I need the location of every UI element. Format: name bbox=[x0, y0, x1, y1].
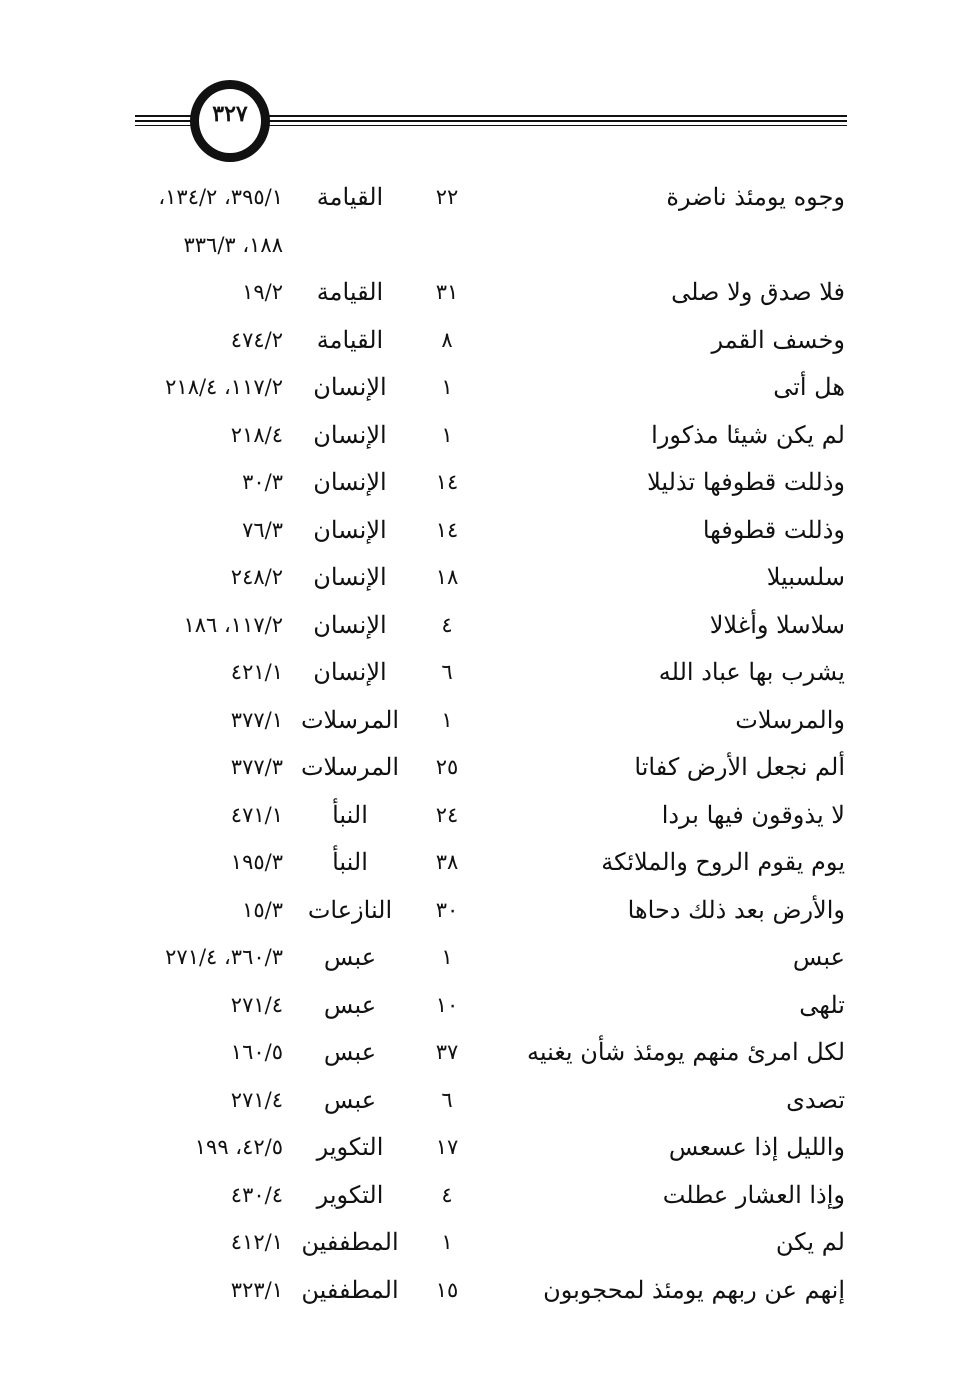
surah-name: المطففين bbox=[301, 1275, 399, 1304]
table-row bbox=[0, 413, 955, 461]
page-references: ٤٧٤/٢ bbox=[230, 327, 283, 352]
page-references: ٢٧١/٤ bbox=[230, 992, 283, 1017]
verse-phrase: لكل امرئ منهم يومئذ شأن يغنيه bbox=[527, 1038, 845, 1066]
surah-name: التكوير bbox=[316, 1133, 384, 1161]
verse-phrase: وذللت قطوفها تذليلا bbox=[647, 468, 845, 496]
table-row bbox=[0, 840, 955, 888]
table-row bbox=[0, 888, 955, 936]
table-row bbox=[0, 508, 955, 556]
page-references: ٣٧٧/٣ bbox=[230, 755, 283, 779]
table-row bbox=[0, 1173, 955, 1221]
surah-name: المرسلات bbox=[300, 753, 400, 781]
table-row bbox=[0, 1030, 955, 1078]
page-references: ٤١٢/١ bbox=[230, 1230, 283, 1254]
surah-name: المرسلات bbox=[300, 705, 400, 734]
surah-name: الإنسان bbox=[313, 658, 387, 686]
surah-name: الإنسان bbox=[313, 563, 387, 591]
page-references: ٤٢١/١ bbox=[230, 660, 283, 684]
table-row bbox=[0, 698, 955, 746]
surah-name: القيامة bbox=[316, 325, 384, 354]
table-row bbox=[0, 1268, 955, 1316]
table-row bbox=[0, 365, 955, 413]
page-number: ٣٢٧ bbox=[212, 101, 248, 127]
surah-name: عبس bbox=[323, 943, 377, 971]
ayah-number: ٣٧ bbox=[435, 1040, 459, 1064]
surah-name: القيامة bbox=[316, 278, 384, 306]
verse-phrase: هل أتى bbox=[773, 373, 845, 401]
ayah-number: ٣٠ bbox=[435, 897, 459, 922]
table-row bbox=[0, 650, 955, 698]
verse-phrase: تصدى bbox=[786, 1085, 845, 1114]
table-row bbox=[0, 983, 955, 1031]
verse-phrase: وجوه يومئذ ناضرة bbox=[666, 183, 845, 211]
verse-phrase: والليل إذا عسعس bbox=[668, 1133, 845, 1161]
verse-phrase: وذللت قطوفها bbox=[702, 515, 845, 544]
verse-phrase: لم يكن bbox=[775, 1228, 845, 1256]
page-header bbox=[135, 76, 847, 176]
surah-name: النازعات bbox=[307, 895, 393, 924]
ayah-number: ٣٨ bbox=[435, 850, 459, 874]
surah-name: عبس bbox=[323, 1038, 377, 1066]
ayah-number: ١٤ bbox=[435, 517, 459, 542]
page-references: ٢٤٨/٢ bbox=[230, 565, 283, 589]
ayah-number: ٢٢ bbox=[435, 185, 459, 209]
table-row bbox=[0, 793, 955, 841]
verse-phrase: يوم يقوم الروح والملائكة bbox=[601, 848, 845, 876]
page-references: ٣٦٠/٣، ٢٧١/٤ bbox=[165, 945, 283, 969]
ayah-number: ١ bbox=[441, 422, 453, 447]
table-row bbox=[0, 1220, 955, 1268]
table-row bbox=[0, 935, 955, 983]
ayah-number: ١٨ bbox=[435, 565, 459, 589]
page-references: ٤٧١/١ bbox=[230, 802, 283, 827]
page-number-badge bbox=[190, 80, 270, 162]
ayah-number: ٢٤ bbox=[435, 802, 459, 827]
ayah-number: ٤ bbox=[441, 1182, 453, 1207]
ayah-number: ١ bbox=[441, 707, 453, 732]
surah-name: الإنسان bbox=[313, 468, 387, 496]
page-references: ١٦٠/٥ bbox=[230, 1040, 283, 1064]
page-references: ١١٧/٢، ١٨٦ bbox=[183, 612, 283, 637]
surah-name: التكوير bbox=[316, 1180, 384, 1209]
ayah-number: ٣١ bbox=[435, 280, 459, 304]
page-references: ٧٦/٣ bbox=[242, 517, 283, 542]
surah-name: الإنسان bbox=[313, 420, 387, 449]
ayah-number: ٦ bbox=[441, 660, 453, 684]
verse-phrase: تلهى bbox=[799, 990, 845, 1019]
ayah-number: ٢٥ bbox=[435, 755, 459, 779]
table-row bbox=[0, 318, 955, 366]
page-references: ١٩٥/٣ bbox=[230, 850, 283, 874]
ayah-number: ١ bbox=[441, 375, 453, 399]
page-references: ١٩/٢ bbox=[242, 280, 283, 304]
page-references: ٣٧٧/١ bbox=[230, 707, 283, 732]
verse-phrase: يشرب بها عباد الله bbox=[658, 658, 845, 686]
verse-phrase: سلسبيلا bbox=[766, 563, 845, 591]
page-references: ٢١٨/٤ bbox=[230, 422, 283, 447]
verse-phrase: والأرض بعد ذلك دحاها bbox=[627, 895, 845, 924]
surah-name: عبس bbox=[323, 1085, 377, 1114]
verse-phrase: إنهم عن ربهم يومئذ لمحجوبون bbox=[543, 1275, 845, 1304]
page-references: ١٥/٣ bbox=[242, 897, 283, 922]
surah-name: النبأ bbox=[332, 800, 368, 829]
table-row bbox=[0, 603, 955, 651]
surah-name: المطففين bbox=[301, 1228, 399, 1256]
verse-phrase: وإذا العشار عطلت bbox=[662, 1180, 845, 1209]
surah-name: الإنسان bbox=[313, 515, 387, 544]
surah-name: الإنسان bbox=[313, 610, 387, 639]
ayah-number: ١ bbox=[441, 1230, 453, 1254]
page-references: ٢٧١/٤ bbox=[230, 1087, 283, 1112]
table-row bbox=[0, 745, 955, 793]
ayah-number: ١٤ bbox=[435, 470, 459, 494]
table-row bbox=[0, 555, 955, 603]
verse-phrase: سلاسلا وأغلالا bbox=[709, 610, 845, 639]
table-row bbox=[0, 223, 955, 271]
table-row bbox=[0, 175, 955, 223]
page-references: ٣٠/٣ bbox=[242, 470, 283, 494]
ayah-number: ٨ bbox=[441, 327, 453, 352]
page-references: ١١٧/٢، ٢١٨/٤ bbox=[165, 375, 283, 399]
page-references: ٤٢/٥، ١٩٩ bbox=[194, 1135, 283, 1159]
page-references: ٤٣٠/٤ bbox=[230, 1182, 283, 1207]
verse-phrase: والمرسلات bbox=[735, 705, 845, 734]
ayah-number: ٦ bbox=[441, 1087, 453, 1112]
page-references: ٣٩٥/١، ١٣٤/٢، bbox=[158, 185, 283, 209]
verse-phrase: لا يذوقون فيها بردا bbox=[661, 800, 845, 829]
ayah-number: ١٠ bbox=[435, 992, 459, 1017]
surah-name: عبس bbox=[323, 990, 377, 1019]
ayah-number: ١ bbox=[441, 945, 453, 969]
table-row bbox=[0, 270, 955, 318]
surah-name: القيامة bbox=[316, 183, 384, 211]
ayah-number: ١٥ bbox=[435, 1277, 459, 1302]
table-row bbox=[0, 460, 955, 508]
verse-phrase: فلا صدق ولا صلى bbox=[671, 278, 845, 306]
page-references: ١٨٨، ٣٣٦/٣ bbox=[183, 232, 283, 257]
surah-name: النبأ bbox=[332, 848, 368, 876]
verse-phrase: ألم نجعل الأرض كفاتا bbox=[634, 753, 845, 781]
verse-phrase: وخسف القمر bbox=[711, 325, 845, 354]
surah-name: الإنسان bbox=[313, 373, 387, 401]
table-row bbox=[0, 1078, 955, 1126]
index-table bbox=[0, 175, 955, 1315]
page-references: ٣٢٣/١ bbox=[230, 1277, 283, 1302]
table-row bbox=[0, 1125, 955, 1173]
verse-phrase: عبس bbox=[792, 943, 845, 971]
ayah-number: ١٧ bbox=[435, 1135, 459, 1159]
verse-phrase: لم يكن شيئا مذكورا bbox=[651, 420, 845, 449]
ayah-number: ٤ bbox=[441, 612, 453, 637]
